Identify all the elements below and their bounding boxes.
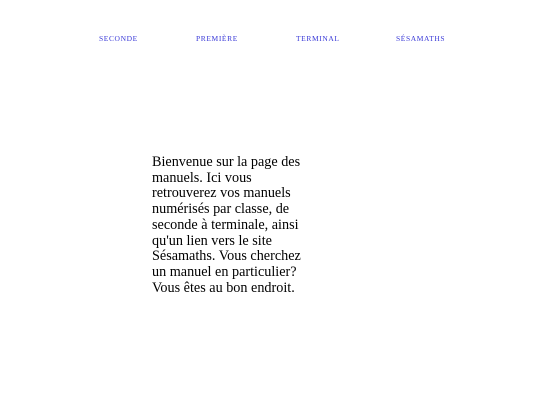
intro-paragraph: Bienvenue sur la page des manuels. Ici vous retrouverez vos manuels numérisés par classe, de seconde à terminale, ainsi qu'un lien vers le site Sésamaths. Vous cherchez un manuel en particulier? Vous êtes au bon endroit. [152,154,301,296]
top-navigation [0,33,540,45]
nav-link-seconde[interactable]: SECONDE [99,34,138,43]
nav-link-premiere[interactable]: PREMIÈRE [196,34,238,43]
nav-link-sesamaths[interactable]: SÉSAMATHS [396,34,446,43]
nav-link-terminal[interactable]: TERMINAL [296,34,340,43]
